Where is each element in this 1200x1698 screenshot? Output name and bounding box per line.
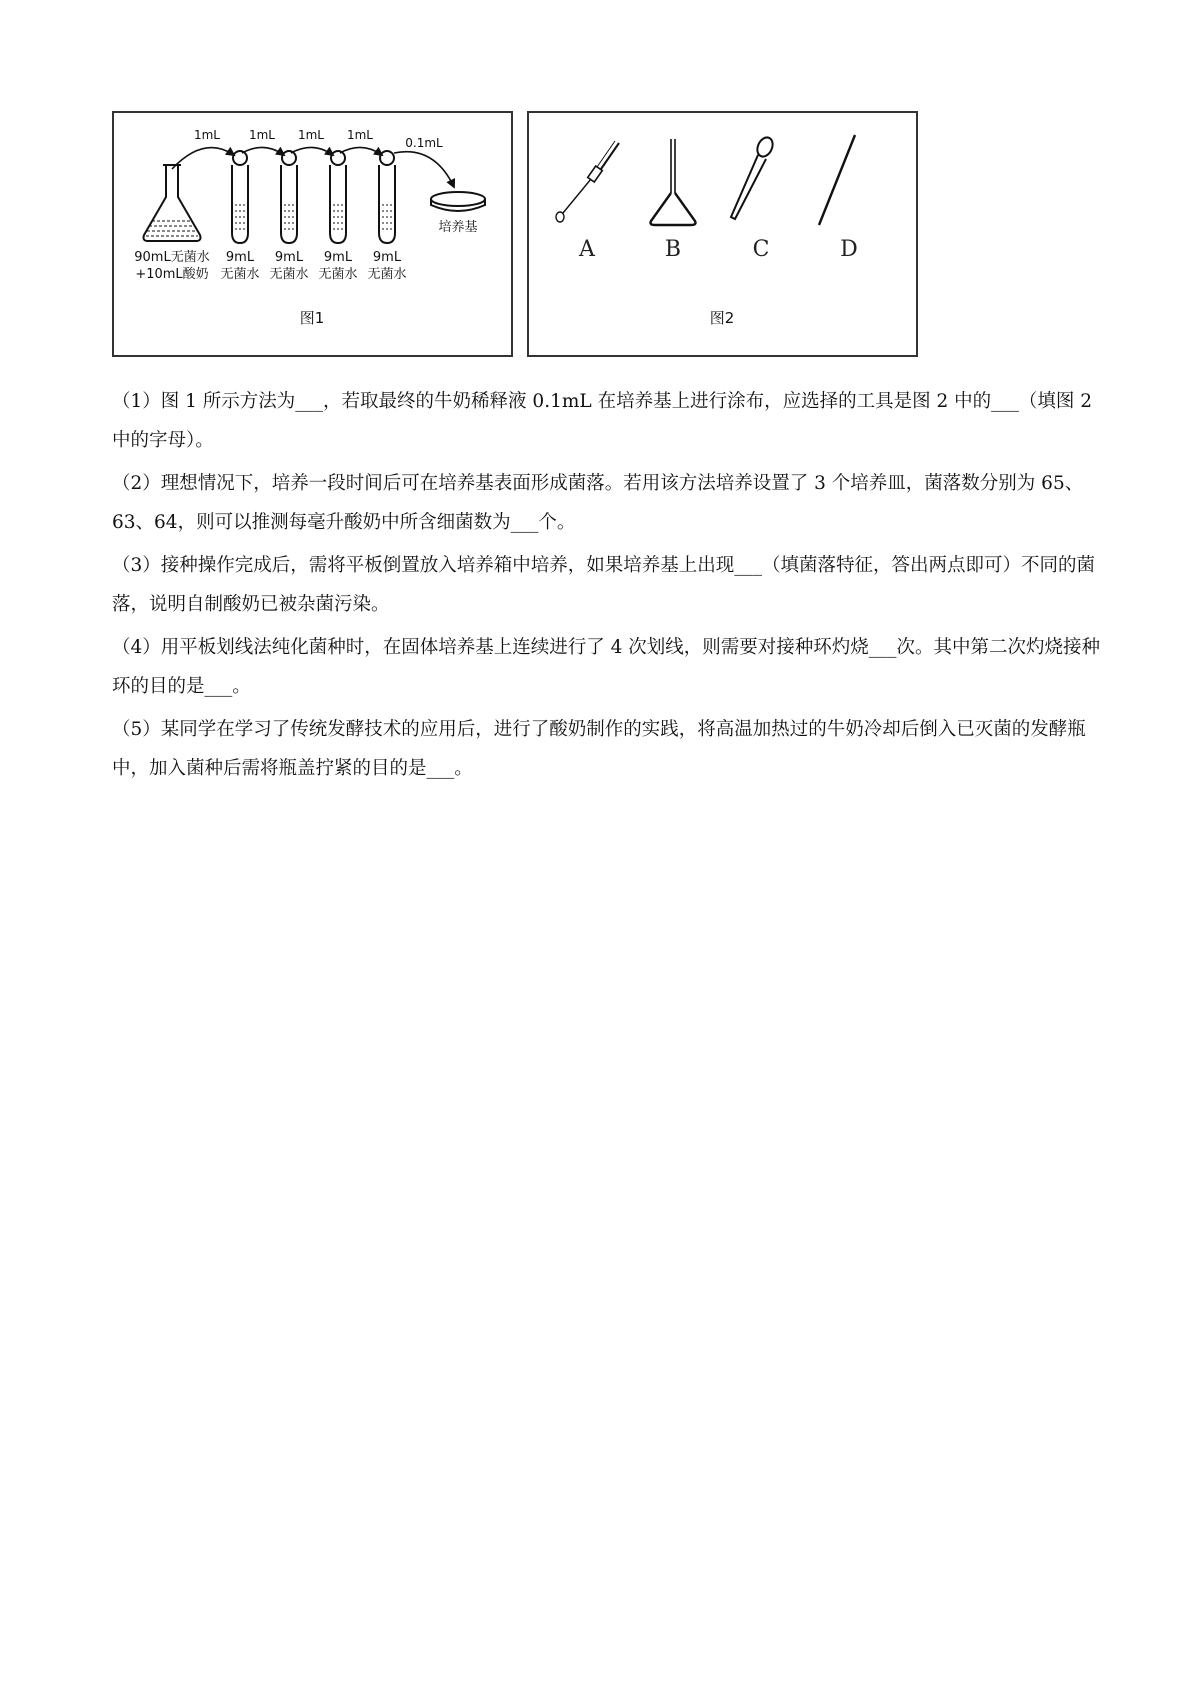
question-3: （3）接种操作完成后，需将平板倒置放入培养箱中培养，如果培养基上出现___（填菌落特征，答出两点即可）不同的菌落，说明自制酸奶已被杂菌污染。 (112, 555, 1096, 615)
test-tube-icon (232, 151, 248, 243)
transfer-arrow (340, 147, 382, 155)
transfer-label-1: 1mL (193, 128, 221, 142)
tube-label-1b: 无菌水 (220, 267, 260, 282)
figure-1-caption: 图1 (299, 309, 325, 327)
tube-label-3: 9mL (323, 250, 353, 265)
inoculating-needle-icon (819, 135, 855, 225)
tube-label-3b: 无菌水 (318, 267, 358, 282)
inoculating-loop-icon (556, 141, 619, 222)
test-tube-icon (330, 151, 346, 243)
transfer-label-5: 0.1mL (405, 136, 443, 150)
tools-svg (529, 113, 916, 355)
petri-dish-icon (431, 192, 485, 211)
figure-2-tools-diagram (527, 111, 918, 357)
question-list (112, 382, 1102, 792)
plate-label: 培养基 (438, 220, 478, 235)
tool-label-c: C (752, 237, 770, 262)
tool-label-d: D (840, 237, 858, 262)
tube-label-4: 9mL (372, 250, 402, 265)
transfer-label-2: 1mL (248, 128, 276, 142)
spreader-icon (651, 139, 696, 225)
tube-label-2: 9mL (274, 250, 304, 265)
transfer-arrow (394, 152, 454, 187)
dropper-icon (731, 135, 776, 219)
transfer-arrow (291, 147, 333, 155)
question-2: （2）理想情况下，培养一段时间后可在培养基表面形成菌落。若用该方法培养设置了 3 个培养皿，菌落数分别为 65、63、64，则可以推测每毫升酸奶中所含细菌数为___个。 (112, 473, 1084, 533)
test-tube-icon (281, 151, 297, 243)
tube-label-2b: 无菌水 (269, 267, 309, 282)
tool-label-a: A (579, 237, 595, 262)
transfer-arrow (172, 148, 234, 169)
dilution-svg (114, 113, 511, 355)
question-1: （1）图 1 所示方法为___，若取最终的牛奶稀释液 0.1mL 在培养基上进行涂布，应选择的工具是图 2 中的___（填图 2 中的字母）。 (112, 391, 1092, 451)
transfer-label-4: 1mL (346, 128, 374, 142)
question-4: （4）用平板划线法纯化菌种时，在固体培养基上连续进行了 4 次划线，则需要对接种环灼烧___次。其中第二次灼烧接种环的目的是___。 (112, 637, 1101, 697)
tube-label-4b: 无菌水 (367, 267, 407, 282)
tube-label-1: 9mL (225, 250, 255, 265)
test-tube-icon (379, 151, 395, 243)
flask-label-1: 90mL无菌水 (134, 250, 210, 265)
figure-1-dilution-diagram (112, 111, 513, 357)
tool-label-b: B (664, 237, 682, 262)
flask-label-2: +10mL酸奶 (135, 267, 209, 282)
figure-2-caption: 图2 (709, 309, 735, 327)
question-5: （5）某同学在学习了传统发酵技术的应用后，进行了酸奶制作的实践，将高温加热过的牛奶冷却后倒入已灭菌的发酵瓶中，加入菌种后需将瓶盖拧紧的目的是___。 (112, 719, 1086, 779)
flask-icon (144, 165, 201, 241)
transfer-arrow (242, 147, 284, 155)
transfer-label-3: 1mL (297, 128, 325, 142)
